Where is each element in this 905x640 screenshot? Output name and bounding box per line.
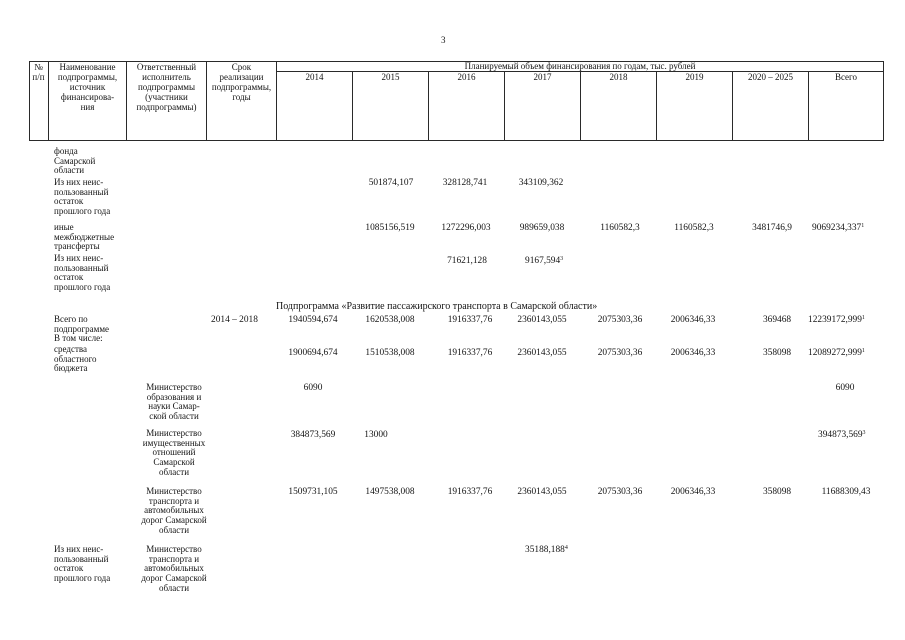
cell-r6-2017: 2360143,055 [517, 348, 567, 358]
cell-r6-2019: 2006346,33 [670, 348, 716, 358]
row-label-transfers: иные межбюджетные трансферты [54, 222, 115, 252]
executor-transport-2: Министерство транспорта и автомобильных дорог Самарской области [141, 544, 207, 593]
subprogram-title: Подпрограмма «Развитие пассажирского транспорта в Самарской области» [276, 301, 598, 312]
cell-r5-2018: 2075303,36 [597, 315, 643, 325]
year-2015: 2015 [381, 72, 400, 82]
cell-r5-2017: 2360143,055 [517, 315, 567, 325]
cell-r10-2017: 35188,188$^4$ [525, 545, 568, 555]
cell-r9-2017: 2360143,055 [517, 487, 567, 497]
cell-r8-2014: 384873,569 [290, 430, 336, 440]
cell-r5-2019: 2006346,33 [670, 315, 716, 325]
cell-r3-total: 9069234,337$^1$ [812, 223, 865, 233]
header-num: № п/п [32, 62, 45, 82]
cell-r9-2018: 2075303,36 [597, 487, 643, 497]
footnote-mark: 3 [560, 256, 564, 262]
cell-r3-2016: 1272296,003 [441, 223, 491, 233]
row-label-fund: фонда Самарской области [54, 146, 96, 176]
header-name: Наименование подпрограммы, источник финансирова- ния [57, 62, 118, 112]
year-2016: 2016 [457, 72, 476, 82]
header-planned: Планируемый объем финансирования по годам, тыс. рублей [464, 61, 696, 71]
year-2014: 2014 [305, 72, 324, 82]
cell-r9-2015: 1497538,008 [365, 487, 415, 497]
cell-r9-2014: 1509731,105 [288, 487, 338, 497]
cell-r6-2014: 1900694,674 [288, 348, 338, 358]
footnote-mark: 4 [564, 545, 568, 551]
footnote-mark: 3 [862, 430, 866, 436]
cell-r6-2016: 1916337,76 [447, 348, 493, 358]
executor-education: Министерство образования и науки Самар- ской области [146, 382, 202, 422]
cell-r9-2016: 1916337,76 [447, 487, 493, 497]
footnote-mark: 1 [861, 348, 865, 354]
footnote-mark: 1 [861, 315, 865, 321]
row-label-regional-budget: средства областного бюджета [54, 344, 97, 374]
year-2018: 2018 [609, 72, 628, 82]
header-right-border [883, 61, 884, 141]
footnote-mark: 1 [861, 223, 865, 229]
cell-r9-total: 11688309,43 [821, 487, 871, 497]
year-2019: 2019 [685, 72, 704, 82]
cell-r5-term: 2014 – 2018 [211, 315, 258, 325]
executor-property: Министерство имущественных отношений Самарской области [142, 428, 206, 477]
cell-r5-2014: 1940594,674 [288, 315, 338, 325]
cell-r7-total: 6090 [835, 383, 855, 393]
cell-r5-2020: 369468 [762, 315, 792, 325]
cell-r8-2015: 13000 [364, 430, 388, 440]
cell-r5-2015: 1620538,008 [365, 315, 415, 325]
cell-r3-2017: 989659,038 [519, 223, 565, 233]
header-term: Срок реализации подпрограммы, годы [211, 62, 272, 102]
year-2017: 2017 [533, 72, 552, 82]
row-label-unused-3: Из них неис- пользованный остаток прошлого года [54, 544, 111, 584]
cell-r9-2020: 358098 [762, 487, 792, 497]
cell-r6-total: 12089272,999$^1$ [808, 348, 865, 358]
header-bottom-border [29, 140, 884, 141]
cell-r6-2018: 2075303,36 [597, 348, 643, 358]
cell-r6-2015: 1510538,008 [365, 348, 415, 358]
cell-r2-2015: 501874,107 [368, 178, 414, 188]
executor-transport: Министерство транспорта и автомобильных дорог Самарской области [141, 486, 207, 535]
cell-r5-total: 12239172,999$^1$ [808, 315, 865, 325]
cell-r6-2020: 358098 [762, 348, 792, 358]
cell-r5-2016: 1916337,76 [447, 315, 493, 325]
cell-r3-2020: 3481746,9 [752, 223, 792, 233]
cell-r4-2017: 9167,594$^3$ [525, 256, 564, 266]
year-total: Всего [834, 72, 858, 82]
cell-r7-2014: 6090 [303, 383, 323, 393]
row-label-unused-2: Из них неис- пользованный остаток прошлого года [54, 253, 111, 293]
cell-r2-2017: 343109,362 [518, 178, 564, 188]
cell-r9-2019: 2006346,33 [670, 487, 716, 497]
year-2020-2025: 2020 – 2025 [748, 72, 793, 82]
table-header [29, 61, 884, 141]
cell-r4-2016: 71621,128 [447, 256, 487, 266]
row-label-total: Всего по подпрограмме В том числе: [54, 314, 110, 344]
cell-r8-total: 394873,569$^3$ [818, 430, 866, 440]
page-number: 3 [441, 35, 446, 45]
header-executor: Ответственный исполнитель подпрограммы (участники подпрограммы) [136, 62, 197, 112]
cell-r2-2016: 328128,741 [442, 178, 488, 188]
cell-r3-2019: 1160582,3 [674, 223, 714, 233]
row-label-unused-1: Из них неис- пользованный остаток прошлого года [54, 177, 111, 217]
cell-r3-2015: 1085156,519 [365, 223, 415, 233]
cell-r3-2018: 1160582,3 [600, 223, 640, 233]
